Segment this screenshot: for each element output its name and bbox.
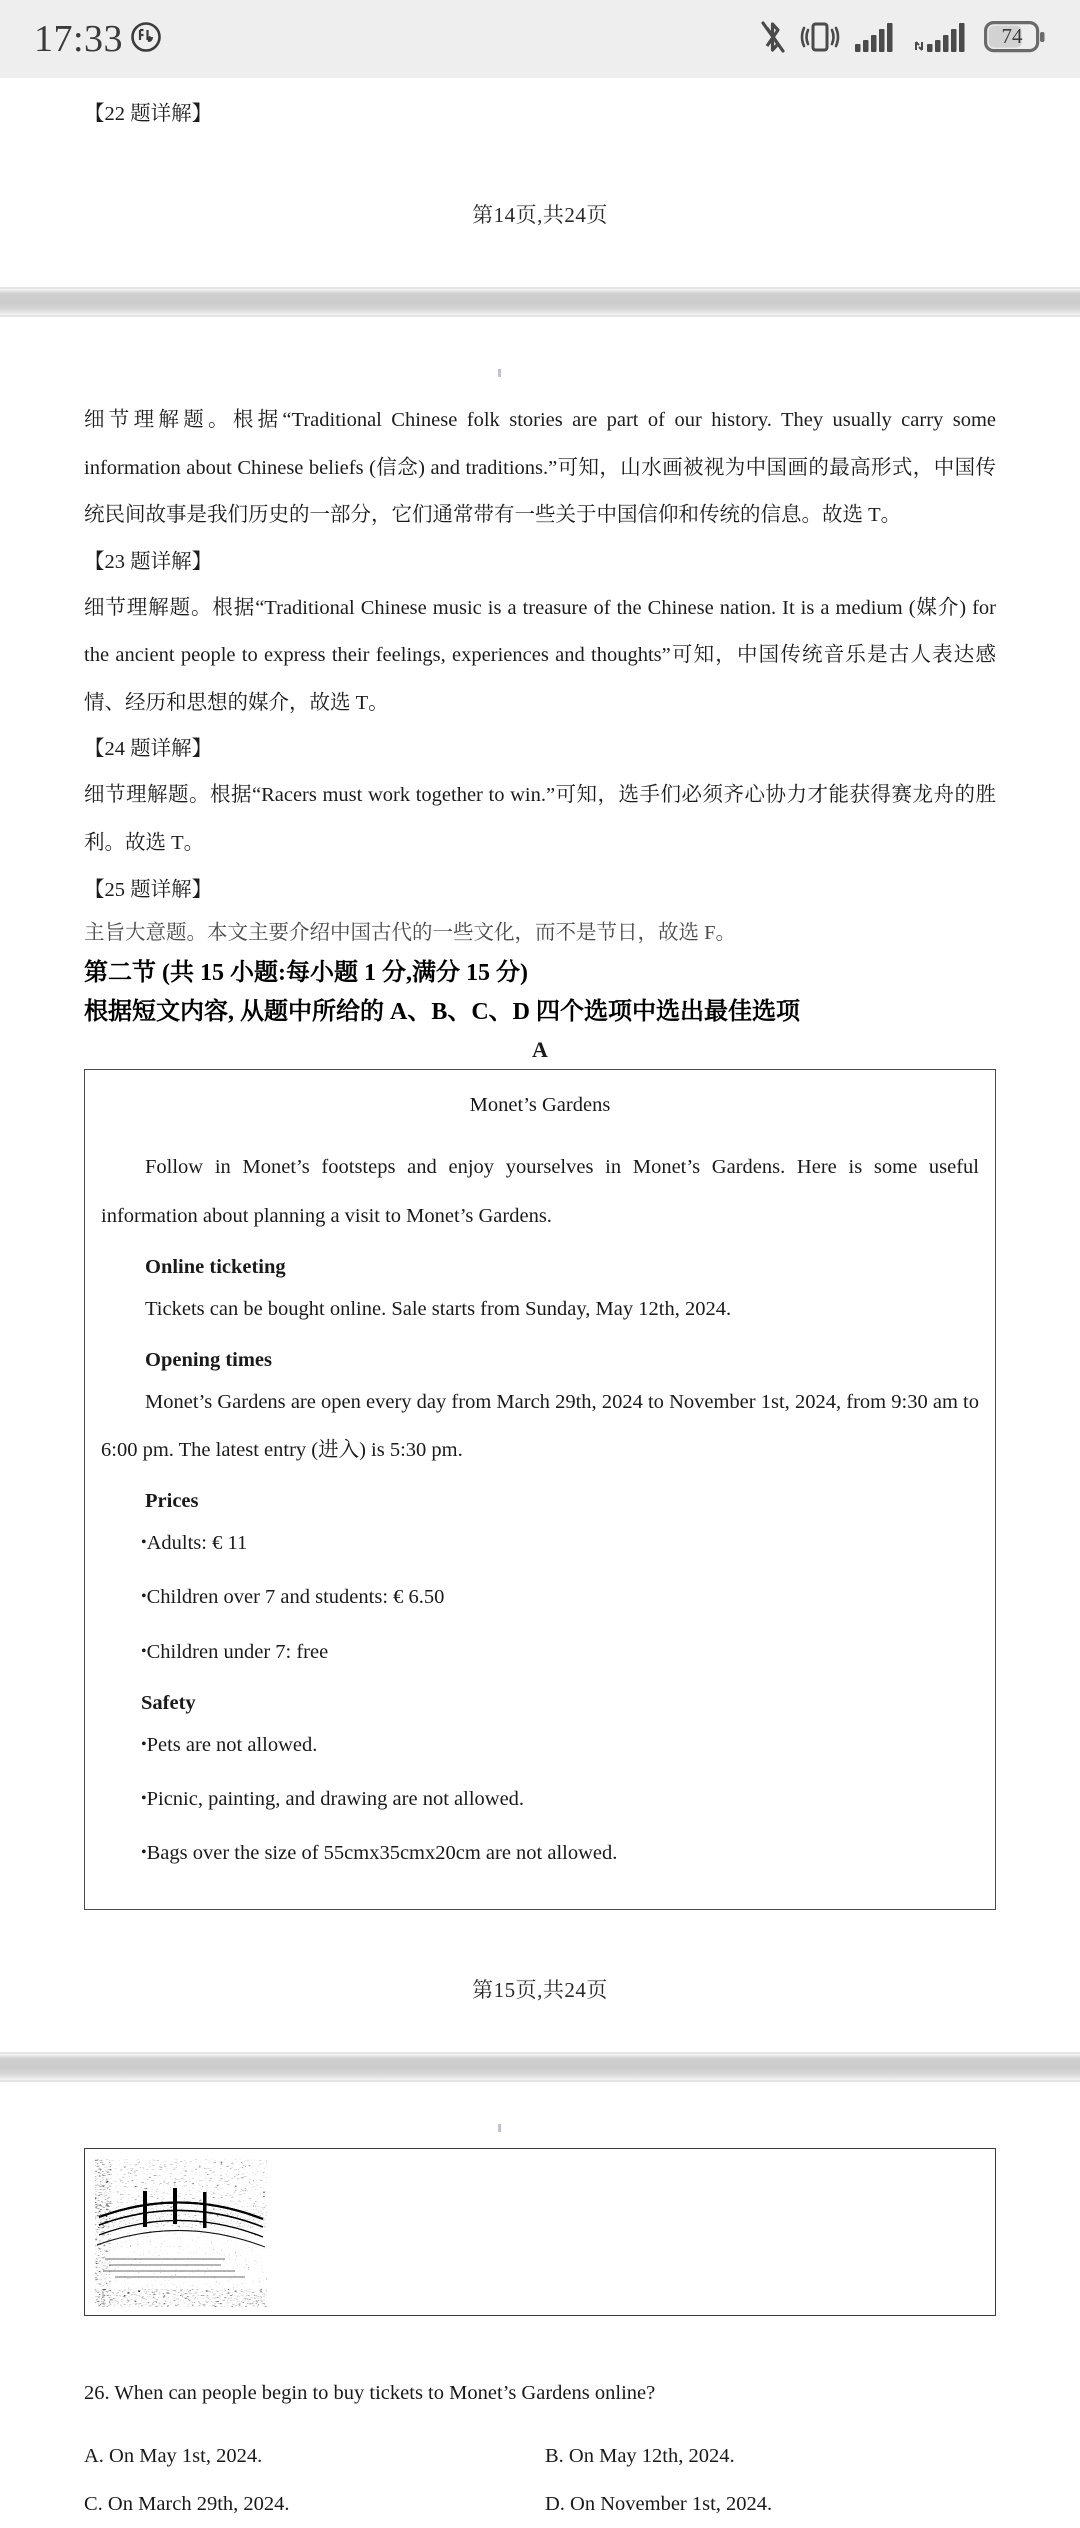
page-separator-2 bbox=[0, 2052, 1080, 2082]
bullet-text: Pets are not allowed. bbox=[146, 1733, 318, 1756]
question-26-option-a[interactable]: A. On May 1st, 2024. bbox=[84, 2445, 263, 2468]
bullet-dot-icon: • bbox=[141, 1588, 147, 1606]
bullet-dot-icon: • bbox=[141, 1534, 147, 1552]
answer-body-24: 细节理解题。根据“Racers must work together to win.”可知，选手们必须齐心协力才能获得赛龙舟的胜利。故选 T。 bbox=[84, 784, 996, 855]
status-clock: 17:33 bbox=[34, 18, 124, 60]
answer-body-22: 细节理解题。根据“Traditional Chinese folk stories are part of our history. They usually carry some information about Chinese beliefs (信念) and traditions.”可知，山水画被视为中国画的最高形式，中国传统民间故事是我们历史的一部分，它们通常带有一些关于中国信仰和传统的信息。故选 T。 bbox=[84, 409, 996, 527]
document-viewer[interactable] bbox=[0, 78, 1080, 2528]
question-26-option-c[interactable]: C. On March 29th, 2024. bbox=[84, 2492, 290, 2515]
bullet-text: Children over 7 and students: € 6.50 bbox=[146, 1586, 445, 1609]
page-14-footer: 第14页,共24页 bbox=[472, 203, 608, 228]
page-14 bbox=[0, 78, 1080, 287]
scan-artifact bbox=[498, 369, 501, 377]
bullet-text: Adults: € 11 bbox=[146, 1532, 248, 1555]
passage-heading-opening-times: Opening times bbox=[145, 1348, 272, 1371]
question-26-option-b[interactable]: B. On May 12th, 2024. bbox=[545, 2445, 735, 2468]
passage-heading-online-ticketing: Online ticketing bbox=[145, 1255, 286, 1278]
page-separator-1 bbox=[0, 287, 1080, 317]
status-bar-left bbox=[34, 17, 163, 61]
bullet-dot-icon: • bbox=[141, 1789, 147, 1807]
status-bar bbox=[0, 0, 1080, 78]
passage-image-box bbox=[84, 2148, 996, 2316]
passage-bullet-bags bbox=[141, 1829, 979, 1877]
bullet-dot-icon: • bbox=[141, 1642, 147, 1660]
answer-heading-24: 【24 题详解】 bbox=[84, 738, 213, 761]
passage-letter: A bbox=[532, 1037, 548, 1063]
vibrate-icon bbox=[800, 20, 840, 59]
signal-bars-icon bbox=[854, 20, 898, 59]
passage-bullet-adults bbox=[141, 1519, 979, 1567]
passage-title: Monet’s Gardens bbox=[469, 1094, 611, 1117]
answer-heading-25: 【25 题详解】 bbox=[84, 878, 213, 901]
question-26-option-d[interactable]: D. On November 1st, 2024. bbox=[545, 2492, 773, 2515]
passage-line-opening-times: Monet’s Gardens are open every day from March 29th, 2024 to November 1st, 2024, from 9:30 am to 6:00 pm. The latest entry (进入) is 5:30 pm. bbox=[101, 1390, 979, 1462]
battery-level-label: 74 bbox=[1001, 24, 1023, 48]
bullet-dot-icon: • bbox=[141, 1844, 147, 1862]
question-26-stem: 26. When can people begin to buy tickets to Monet’s Gardens online? bbox=[84, 2382, 656, 2405]
passage-heading-prices: Prices bbox=[145, 1490, 199, 1513]
passage-bullet-picnic bbox=[141, 1775, 979, 1823]
monet-japanese-bridge-photo bbox=[95, 2159, 267, 2307]
status-bar-right bbox=[760, 19, 1046, 60]
passage-bullet-children-under-7 bbox=[141, 1628, 979, 1676]
spacer bbox=[84, 2316, 996, 2370]
signal-bars-data-icon bbox=[912, 20, 970, 59]
question-26-options bbox=[84, 2433, 996, 2527]
data-saver-icon bbox=[129, 20, 163, 59]
battery-icon bbox=[984, 19, 1046, 60]
bullet-dot-icon: • bbox=[141, 1735, 147, 1753]
bullet-text: Bags over the size of 55cmx35cmx20cm are not allowed. bbox=[146, 1842, 618, 1865]
answer-heading-22: 【22 题详解】 bbox=[84, 103, 213, 125]
bluetooth-off-icon bbox=[760, 19, 786, 60]
passage-line-online-ticketing: Tickets can be bought online. Sale starts from Sunday, May 12th, 2024. bbox=[145, 1297, 732, 1320]
bullet-text: Children under 7: free bbox=[146, 1640, 329, 1663]
passage-bullet-pets bbox=[141, 1721, 979, 1769]
answer-body-23: 细节理解题。根据“Traditional Chinese music is a treasure of the Chinese nation. It is a medium (媒介) for the ancient people to express their feelings, experiences and thoughts”可知，中国传统音乐是古人表达感情、经历和思想的媒介，故选 T。 bbox=[84, 596, 996, 714]
passage-intro: Follow in Monet’s footsteps and enjoy yourselves in Monet’s Gardens. Here is some useful information about planning a visit to Monet’s Gardens. bbox=[101, 1156, 979, 1227]
bullet-text: Picnic, painting, and drawing are not allowed. bbox=[146, 1787, 525, 1810]
page-15 bbox=[0, 317, 1080, 2004]
scan-artifact bbox=[498, 2124, 501, 2132]
page-16 bbox=[0, 2082, 1080, 2527]
passage-bullet-children-over-7 bbox=[141, 1573, 979, 1621]
page-15-footer: 第15页,共24页 bbox=[472, 1978, 608, 2003]
answer-body-25: 主旨大意题。本文主要介绍中国古代的一些文化，而不是节日，故选 F。 bbox=[84, 921, 737, 944]
passage-box bbox=[84, 1069, 996, 1910]
section-title: 第二节 (共 15 小题:每小题 1 分,满分 15 分) bbox=[84, 959, 528, 986]
passage-heading-safety: Safety bbox=[141, 1691, 196, 1714]
section-instruction: 根据短文内容, 从题中所给的 A、B、C、D 四个选项中选出最佳选项 bbox=[84, 998, 801, 1025]
answer-heading-23: 【23 题详解】 bbox=[84, 550, 213, 573]
